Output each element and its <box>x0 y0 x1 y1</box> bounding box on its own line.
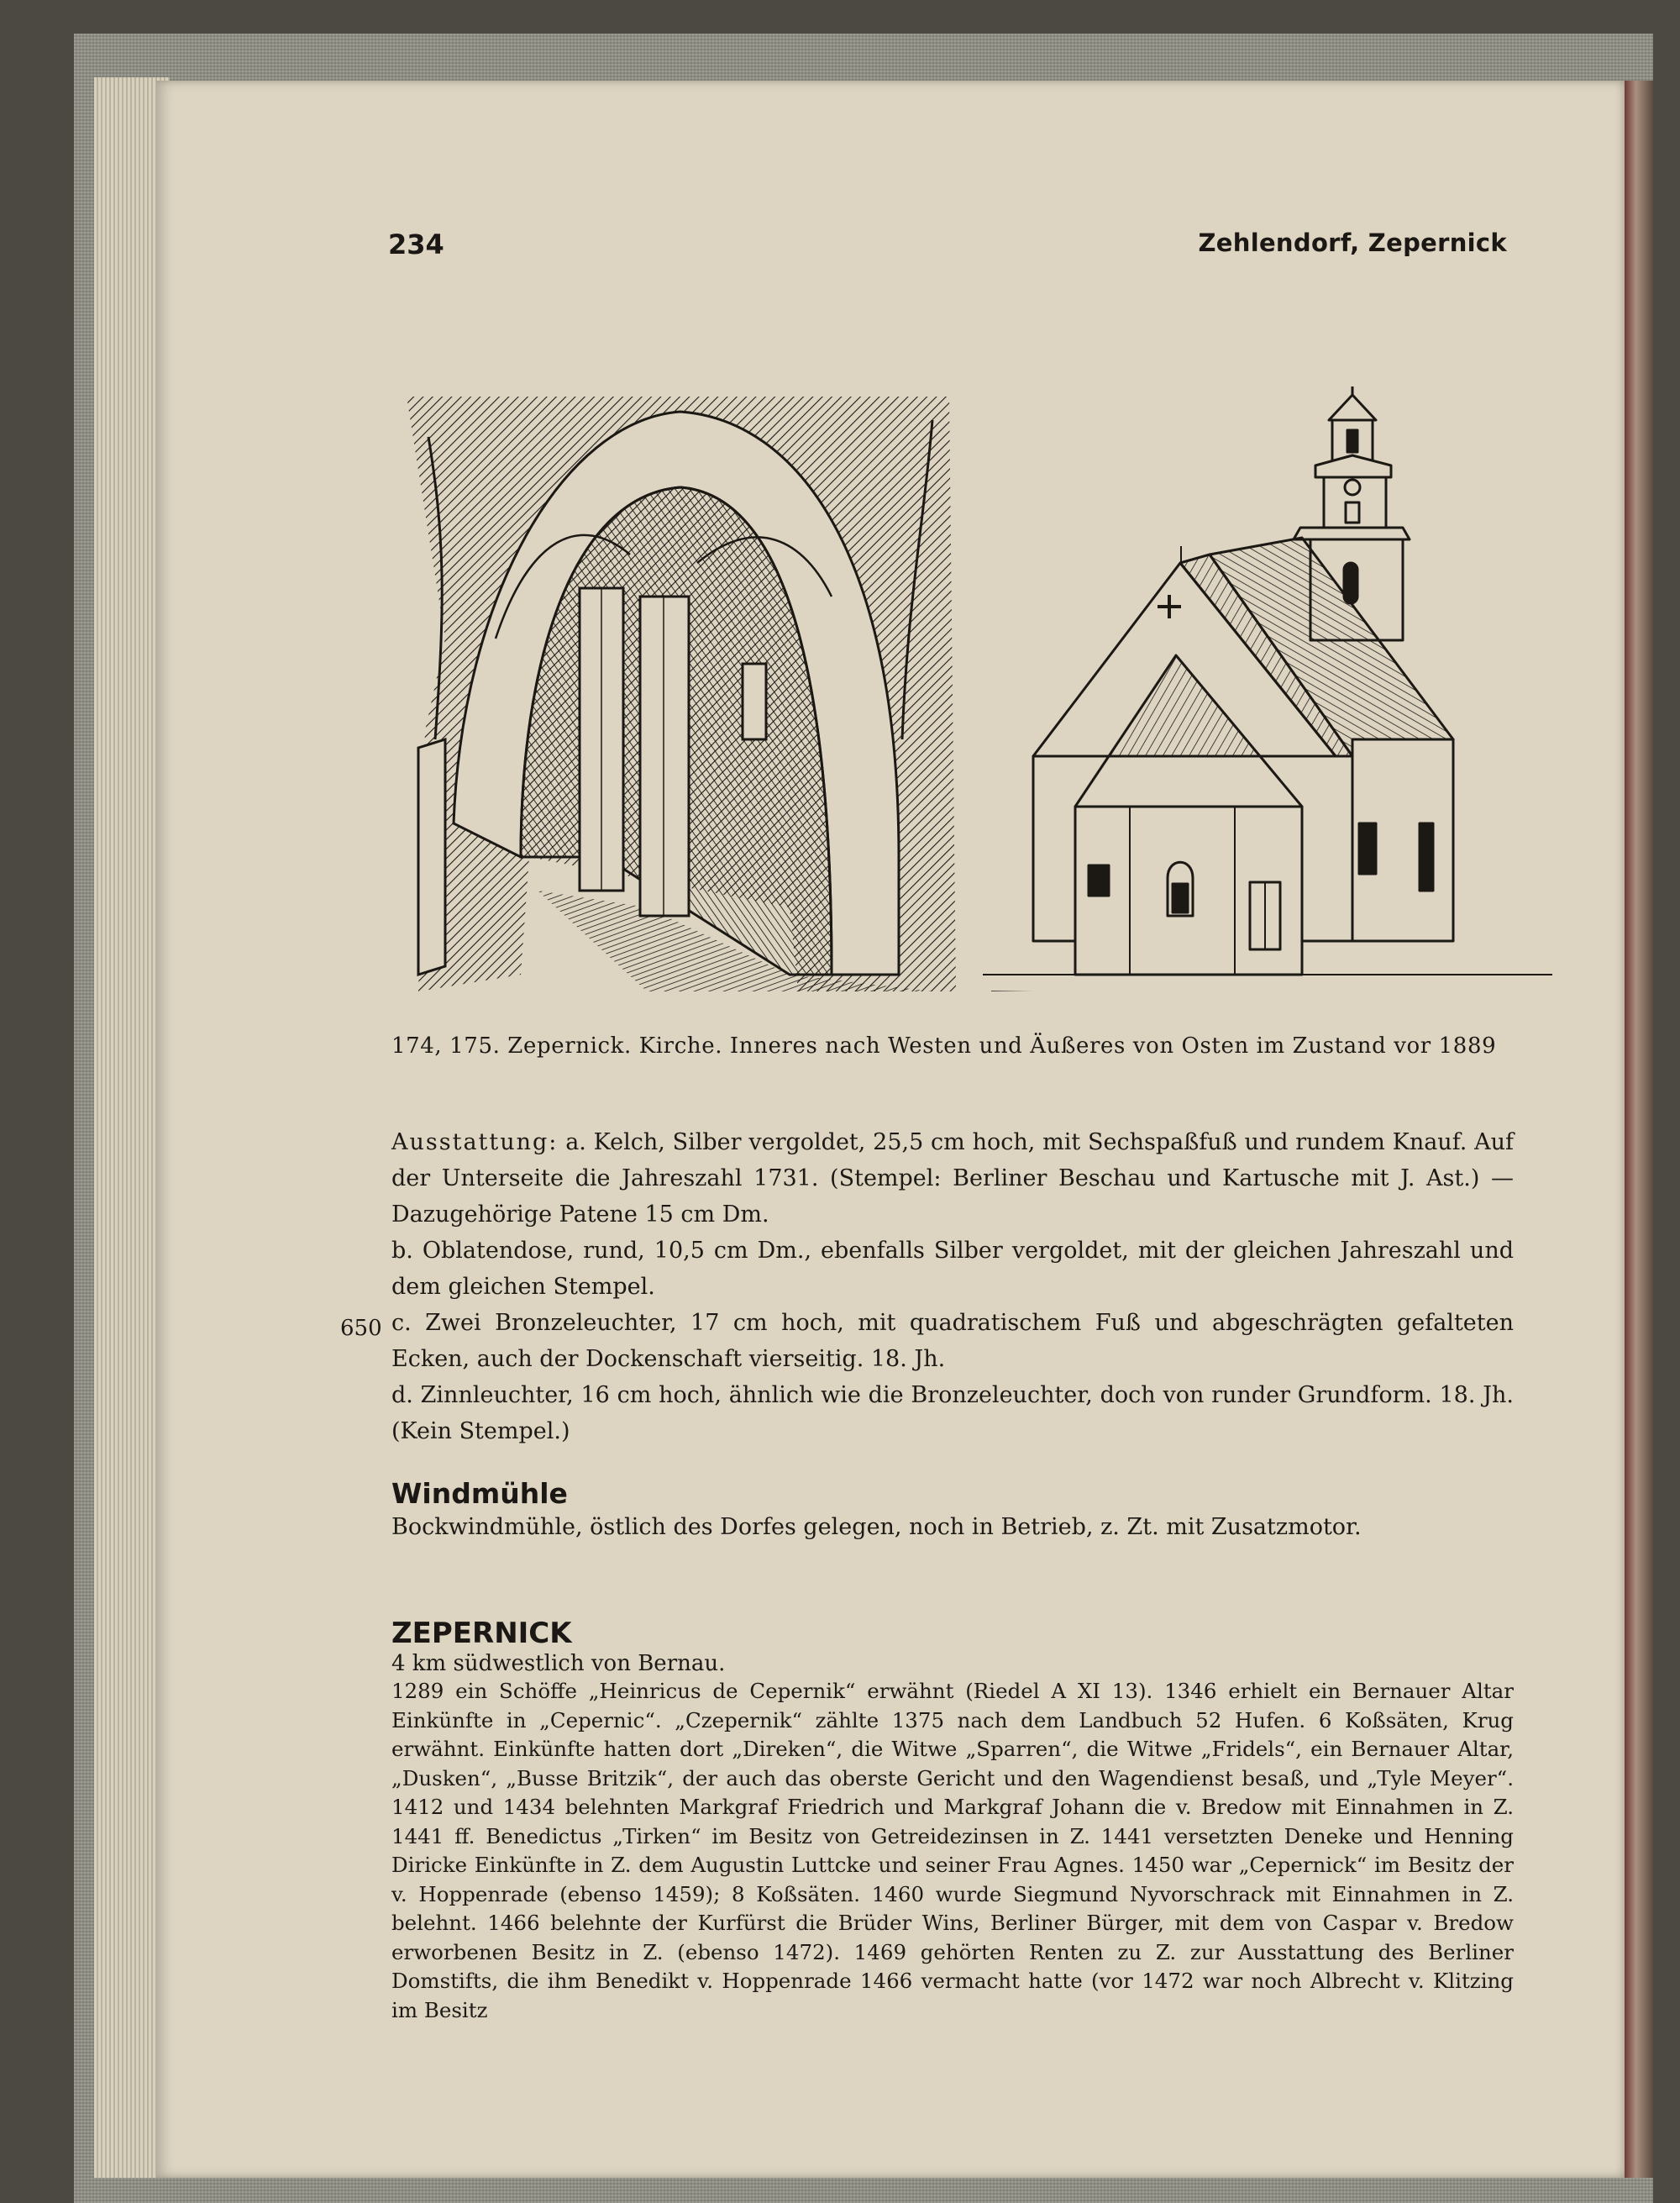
windmill-text: Bockwindmühle, östlich des Dorfes gelegen, noch in Betrieb, z. Zt. mit Zusatzmotor. <box>391 1514 1362 1540</box>
figure-group <box>395 386 1552 991</box>
furnishings-item-b: b. Oblatendose, rund, 10,5 cm Dm., ebenfalls Silber vergoldet, mit der gleichen Jahreszahl und dem gleichen Stempel. <box>391 1238 1514 1300</box>
furnishings-item-d: d. Zinnleuchter, 16 cm hoch, ähnlich wie die Bronzeleuchter, doch von runder Grundform. 18. Jh. (Kein Stempel.) <box>391 1382 1514 1444</box>
figure-caption: 174, 175. Zepernick. Kirche. Inneres nach Westen und Äußeres von Osten im Zustand vor 1889 <box>391 1033 1497 1059</box>
zepernick-history-text: 1289 ein Schöffe „Heinricus de Cepernik“ erwähnt (Riedel A XI 13). 1346 erhielt ein Bernauer Altar Einkünfte in „Cepernic“. „Czepernik“ zählte 1375 nach dem Landbuch 52 Hufen. 6 Koßsäten, Krug erwähnt. Einkünfte hatten dort „Direken“, die Witwe „Sparren“, die Witwe „Fridels“, ein Bernauer Altar, „Dusken“, „Busse Britzik“, der auch das oberste Gericht und den Wagendienst besaß, und „Tyle Meyer“. 1412 und 1434 belehnten Markgraf Friedrich und Markgraf Johann die v. Bredow mit Einnahmen in Z. 1441 ff. Benedictus „Tirken“ im Besitz von Getreidezinsen in Z. 1441 versetzten Deneke und Henning Diricke Einkünfte in Z. dem Augustin Luttcke und seiner Frau Agnes. 1450 war „Cepernick“ im Besitz der v. Hoppenrade (ebenso 1459); 8 Koßsäten. 1460 wurde Siegmund Nyvorschrack mit Einnahmen in Z. belehnt. 1466 belehnte der Kurfürst die Brüder Wins, Berliner Bürger, mit dem von Caspar v. Bredow erworbenen Besitz in Z. (ebenso 1472). 1469 gehörten Renten zu Z. zur Ausstattung des Berliner Domstifts, die ihm Benedikt v. Hoppenrade 1466 vermacht hatte (vor 1472 war noch Albrecht v. Klitzing im Besitz <box>391 1679 1514 2022</box>
furnishings-label: Ausstattung: <box>391 1129 559 1155</box>
church-exterior-drawing <box>983 386 1552 991</box>
running-head: Zehlendorf, Zepernick <box>1198 229 1507 257</box>
furnishings-section <box>391 1124 1514 1449</box>
furnishings-item-c: c. Zwei Bronzeleuchter, 17 cm hoch, mit quadratischem Fuß und abgeschrägten gefalteten Ecken, auch der Dockenschaft vierseitig. 18. Jh. <box>391 1310 1514 1372</box>
page-number: 234 <box>388 229 444 260</box>
zepernick-heading: ZEPERNICK <box>391 1617 572 1650</box>
church-interior-drawing <box>395 386 958 991</box>
furnishings-item-a: Ausstattung: a. Kelch, Silber vergoldet, 25,5 cm hoch, mit Sechspaßfuß und rundem Knauf. Auf der Unterseite die Jahreszahl 1731. (Stempel: Berliner Beschau und Kartusche mit J. Ast.) — Dazugehörige Patene 15 cm Dm. <box>391 1129 1514 1228</box>
zepernick-location: 4 km südwestlich von Bernau. <box>391 1651 726 1676</box>
windmill-heading: Windmühle <box>391 1477 568 1510</box>
margin-number: 650 <box>340 1316 382 1341</box>
right-page-edge <box>1625 81 1653 2178</box>
